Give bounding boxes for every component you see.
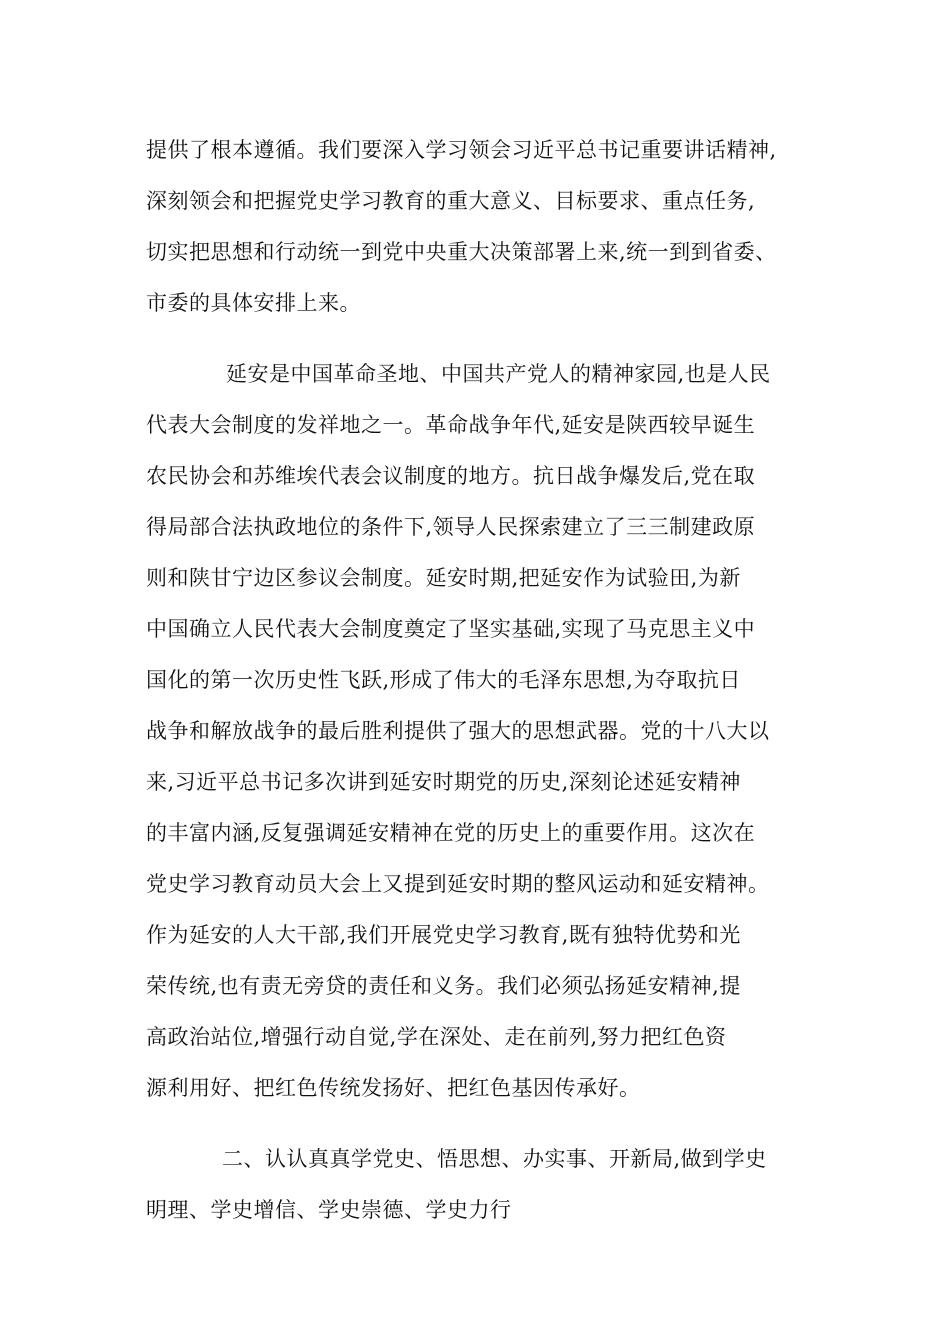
- text-line: 高政治站位,增强行动自觉,学在深处、走在前列,努力把红色资: [146, 1025, 727, 1049]
- text-line: 中国确立人民代表大会制度奠定了坚实基础,实现了马克思主义中: [146, 617, 756, 641]
- text-line: 延安是中国革命圣地、中国共产党人的精神家园,也是人民: [226, 362, 771, 386]
- heading-line: 二、认认真真学党史、悟思想、办实事、开新局,做到学史: [222, 1147, 767, 1171]
- text-line: 作为延安的人大干部,我们开展党史学习教育,既有独特优势和光: [146, 923, 741, 947]
- heading-line: 明理、学史增信、学史崇德、学史力行: [146, 1198, 512, 1222]
- text-line: 得局部合法执政地位的条件下,领导人民探索建立了三三制建政原: [146, 515, 756, 539]
- paragraph-2: [146, 354, 806, 1119]
- text-line: 的丰富内涵,反复强调延安精神在党的历史上的重要作用。这次在: [146, 821, 756, 845]
- text-line: 深刻领会和把握党史学习教育的重大意义、目标要求、重点任务,: [146, 189, 756, 213]
- document-body: [146, 130, 806, 1241]
- paragraph-gap: [146, 1119, 806, 1139]
- text-line: 国化的第一次历史性飞跃,形成了伟大的毛泽东思想,为夺取抗日: [146, 668, 741, 692]
- text-line: 来,习近平总书记多次讲到延安时期党的历史,深刻论述延安精神: [146, 770, 741, 794]
- paragraph-1: [146, 130, 806, 334]
- text-line: 则和陕甘宁边区参议会制度。延安时期,把延安作为试验田,为新: [146, 566, 741, 590]
- section-heading-2: [146, 1139, 806, 1241]
- text-line: 代表大会制度的发祥地之一。革命战争年代,延安是陕西较早诞生: [146, 413, 756, 437]
- text-line: 提供了根本遵循。我们要深入学习领会习近平总书记重要讲话精神,: [146, 138, 777, 162]
- text-line: 荣传统,也有责无旁贷的责任和义务。我们必须弘扬延安精神,提: [146, 974, 741, 998]
- paragraph-gap: [146, 334, 806, 354]
- text-line: 战争和解放战争的最后胜利提供了强大的思想武器。党的十八大以: [146, 719, 770, 743]
- text-line: 切实把思想和行动统一到党中央重大决策部署上来,统一到到省委、: [146, 240, 777, 264]
- text-line: 党史学习教育动员大会上又提到延安时期的整风运动和延安精神。: [146, 872, 770, 896]
- text-line: 市委的具体安排上来。: [146, 291, 361, 315]
- text-line: 源利用好、把红色传统发扬好、把红色基因传承好。: [146, 1076, 641, 1100]
- text-line: 农民协会和苏维埃代表会议制度的地方。抗日战争爆发后,党在取: [146, 464, 756, 488]
